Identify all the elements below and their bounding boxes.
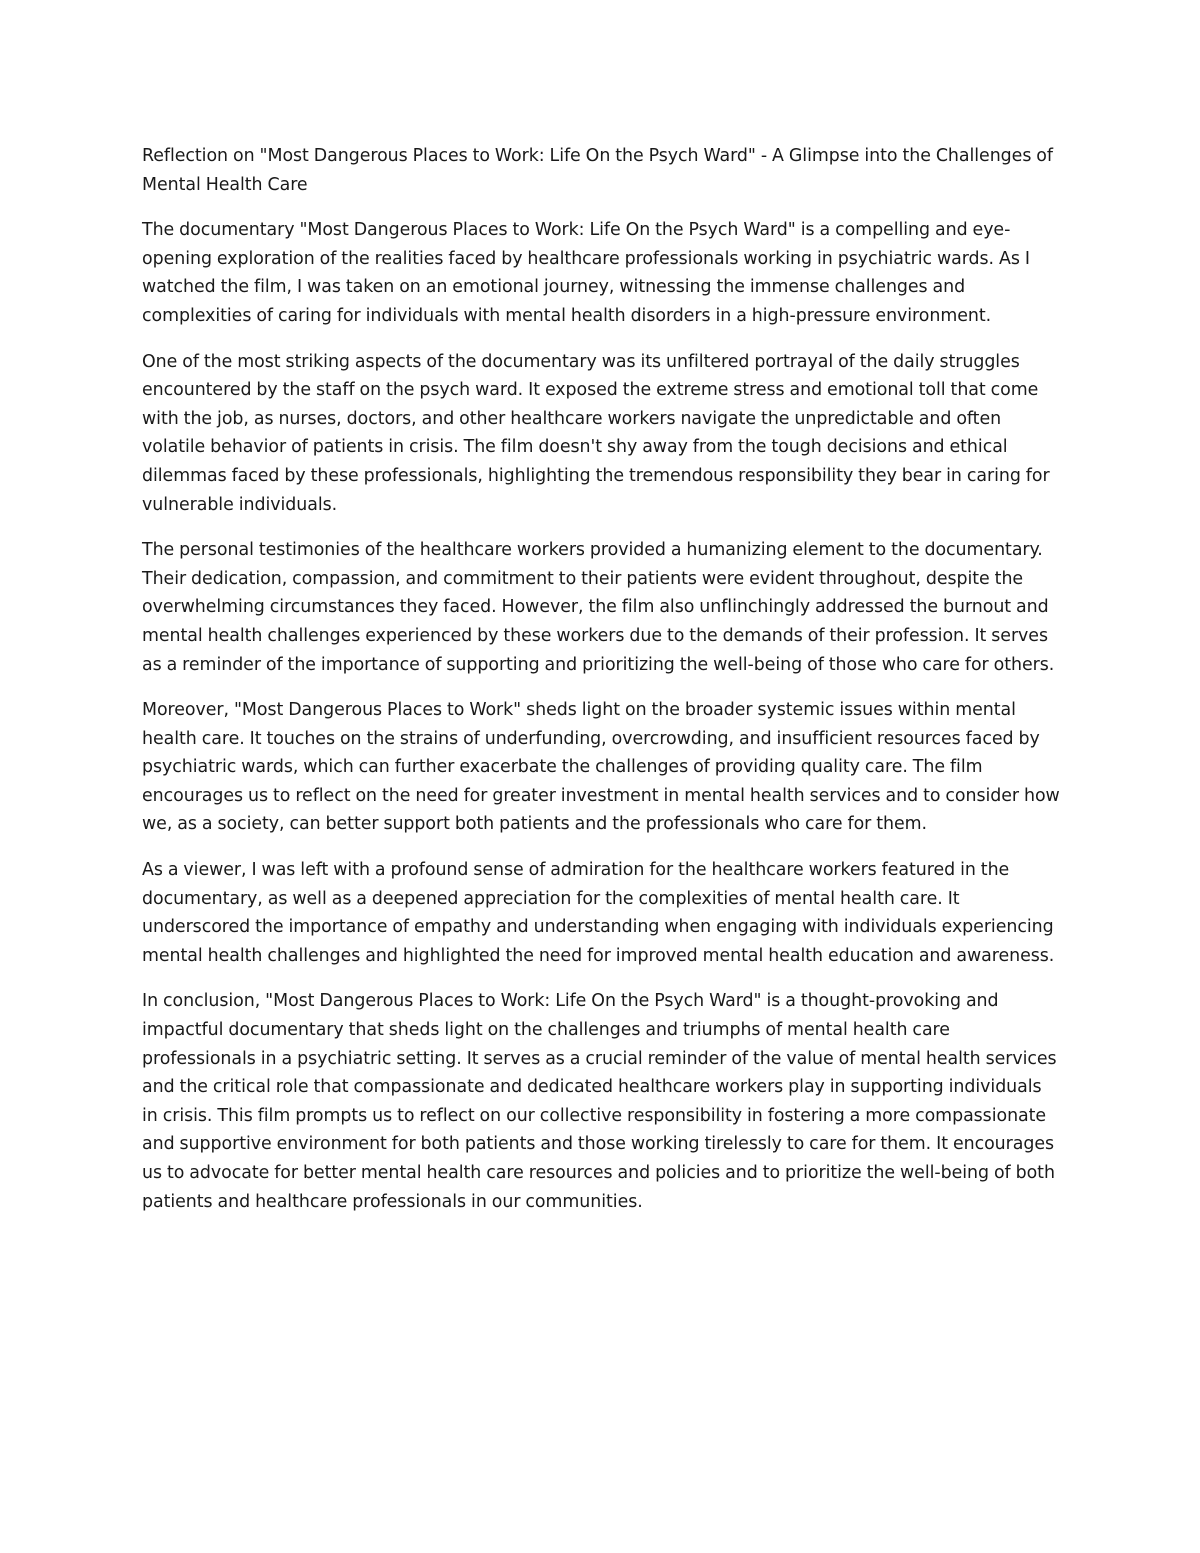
document-body bbox=[142, 142, 1060, 1233]
paragraph-personal-testimonies: The personal testimonies of the healthcare workers provided a humanizing element to the documentary. Their dedication, compassion, and commitment to their patients were evident throughout, despite the overwhelming circumstances they faced. However, the film also unflinchingly addressed the burnout and mental health challenges experienced by these workers due to the demands of their profession. It serves as a reminder of the importance of supporting and prioritizing the well-being of those who care for others. bbox=[142, 540, 1055, 675]
document-title: Reflection on "Most Dangerous Places to Work: Life On the Psych Ward" - A Glimpse into the Challenges of Mental Health Care bbox=[142, 146, 1053, 195]
paragraph-conclusion: In conclusion, "Most Dangerous Places to Work: Life On the Psych Ward" is a thought-provoking and impactful documentary that sheds light on the challenges and triumphs of mental health care professionals in a psychiatric setting. It serves as a crucial reminder of the value of mental health services and the critical role that compassionate and dedicated healthcare workers play in supporting individuals in crisis. This film prompts us to reflect on our collective responsibility in fostering a more compassionate and supportive environment for both patients and those working tirelessly to care for them. It encourages us to advocate for better mental health care resources and policies and to prioritize the well-being of both patients and healthcare professionals in our communities. bbox=[142, 991, 1057, 1212]
paragraph-viewer-reflection: As a viewer, I was left with a profound sense of admiration for the healthcare workers featured in the documentary, as well as a deepened appreciation for the complexities of mental health care. It underscored the importance of empathy and understanding when engaging with individuals experiencing mental health challenges and highlighted the need for improved mental health education and awareness. bbox=[142, 860, 1055, 966]
paragraph-systemic-issues: Moreover, "Most Dangerous Places to Work" sheds light on the broader systemic issues within mental health care. It touches on the strains of underfunding, overcrowding, and insufficient resources faced by psychiatric wards, which can further exacerbate the challenges of providing quality care. The film encourages us to reflect on the need for greater investment in mental health services and to consider how we, as a society, can better support both patients and the professionals who care for them. bbox=[142, 700, 1060, 835]
paragraph-introduction: The documentary "Most Dangerous Places to Work: Life On the Psych Ward" is a compelling and eye-opening exploration of the realities faced by healthcare professionals working in psychiatric wards. As I watched the film, I was taken on an emotional journey, witnessing the immense challenges and complexities of caring for individuals with mental health disorders in a high-pressure environment. bbox=[142, 220, 1030, 326]
paragraph-daily-struggles: One of the most striking aspects of the documentary was its unfiltered portrayal of the daily struggles encountered by the staff on the psych ward. It exposed the extreme stress and emotional toll that come with the job, as nurses, doctors, and other healthcare workers navigate the unpredictable and often volatile behavior of patients in crisis. The film doesn't shy away from the tough decisions and ethical dilemmas faced by these professionals, highlighting the tremendous responsibility they bear in caring for vulnerable individuals. bbox=[142, 351, 1050, 515]
